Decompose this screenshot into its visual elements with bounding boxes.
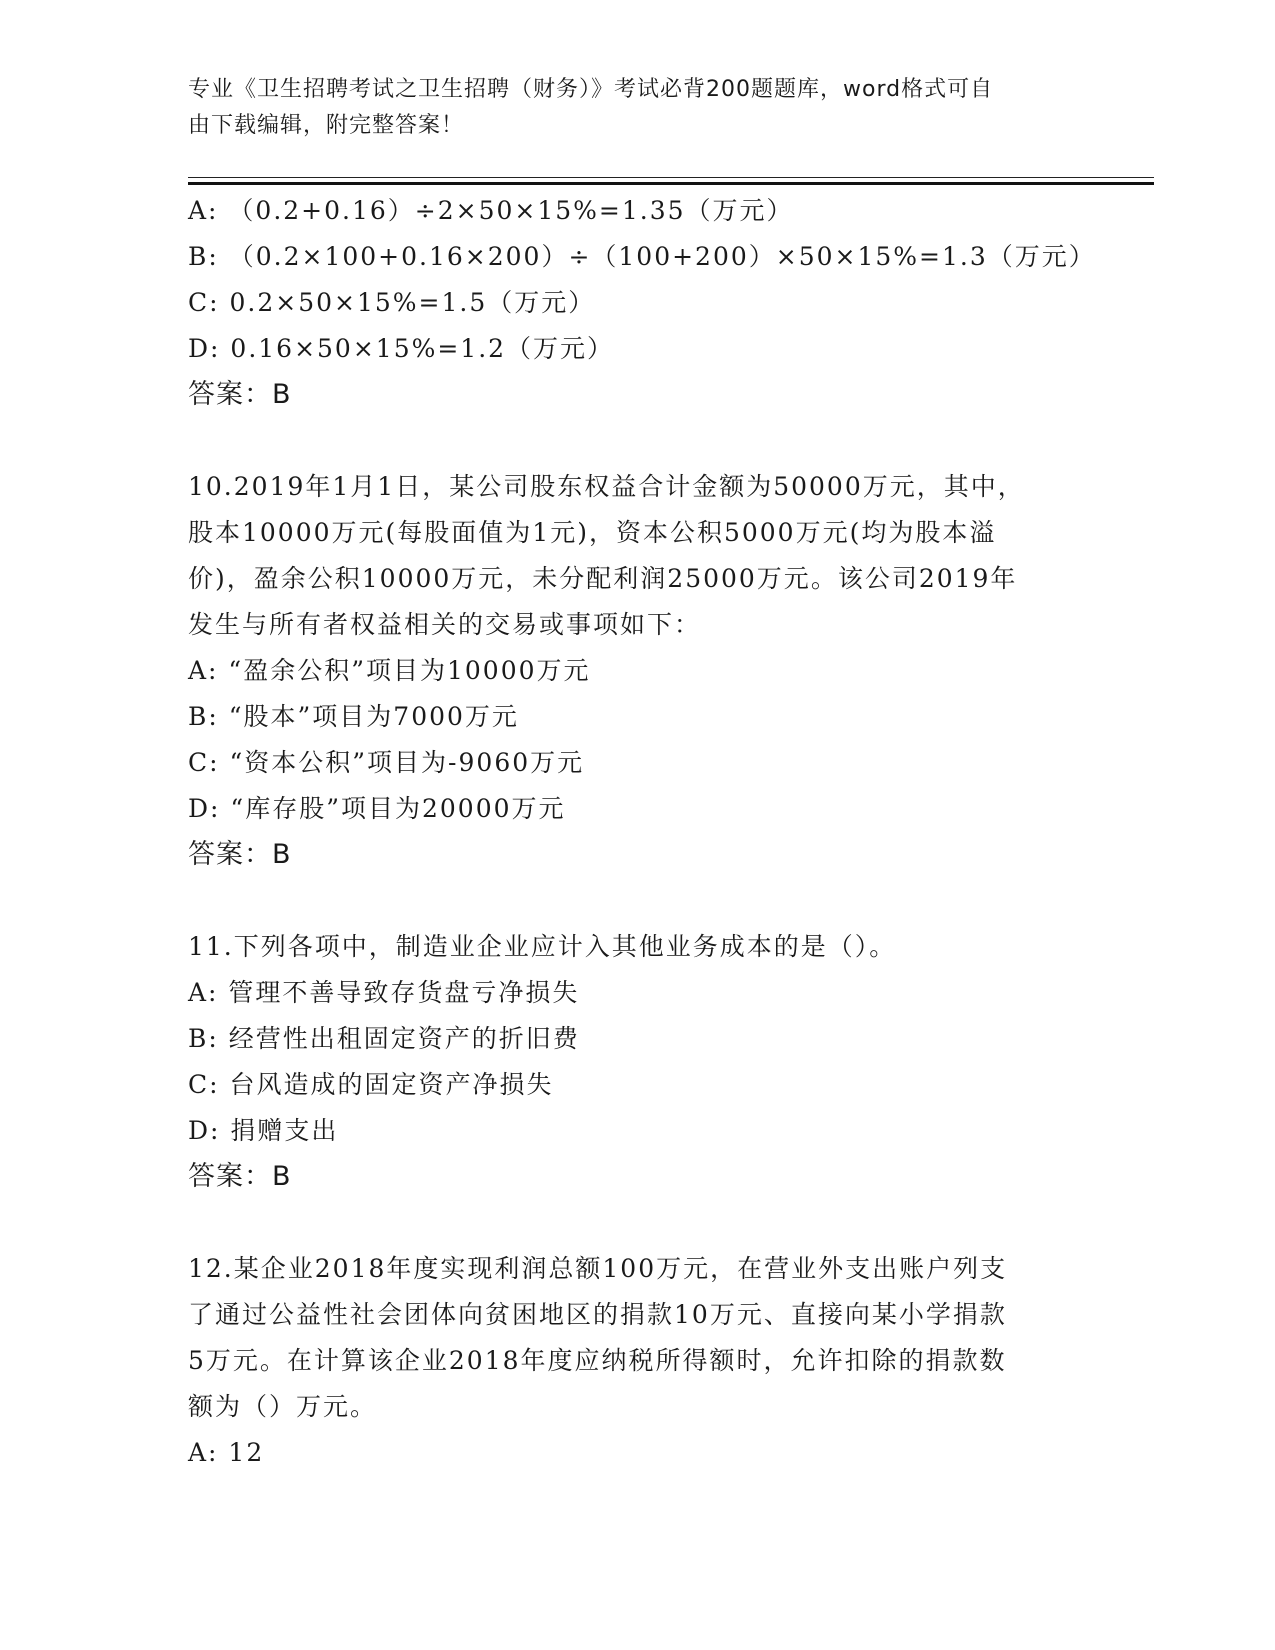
option-d: D: 0.16×50×15%=1.2（万元） <box>188 334 615 363</box>
question-text-line: 发生与所有者权益相关的交易或事项如下： <box>188 610 702 639</box>
question-11 <box>188 924 1088 1200</box>
document-header <box>188 72 1068 144</box>
question-text-line: 10.2019年1月1日，某公司股东权益合计金额为50000万元，其中， <box>188 472 1025 501</box>
spacer <box>188 418 1088 464</box>
option-a: A: 12 <box>188 1438 265 1467</box>
option-c: C: 0.2×50×15%=1.5（万元） <box>188 288 596 317</box>
question-text-line: 价)，盈余公积10000万元，未分配利润25000万元。该公司2019年 <box>188 564 1018 593</box>
question-12 <box>188 1246 1088 1476</box>
answer-line: 答案：B <box>188 379 292 410</box>
option-a: A: 管理不善导致存货盘亏净损失 <box>188 978 580 1007</box>
header-line-2: 由下载编辑，附完整答案！ <box>188 113 465 138</box>
question-text-line: 了通过公益性社会团体向贫困地区的捐款10万元、直接向某小学捐款 <box>188 1300 1007 1329</box>
header-rule-thin <box>188 177 1154 178</box>
option-d: D: “库存股”项目为20000万元 <box>188 794 566 823</box>
option-b: B: 经营性出租固定资产的折旧费 <box>188 1024 580 1053</box>
option-c: C: “资本公积”项目为-9060万元 <box>188 748 585 777</box>
header-line-1: 专业《卫生招聘考试之卫生招聘（财务）》考试必背200题题库，word格式可自 <box>188 77 994 102</box>
document-body <box>188 188 1096 1476</box>
header-rule-thick <box>188 182 1154 185</box>
option-b: B: “股本”项目为7000万元 <box>188 702 519 731</box>
question-continued <box>188 188 1096 418</box>
question-text-line: 12.某企业2018年度实现利润总额100万元，在营业外支出账户列支 <box>188 1254 1008 1283</box>
option-d: D: 捐赠支出 <box>188 1116 339 1145</box>
question-text-line: 股本10000万元(每股面值为1元)，资本公积5000万元(均为股本溢 <box>188 518 997 547</box>
question-text-line: 11.下列各项中，制造业企业应计入其他业务成本的是（）。 <box>188 932 897 961</box>
answer-line: 答案：B <box>188 1161 292 1192</box>
option-a: A: （0.2+0.16）÷2×50×15%=1.35（万元） <box>188 196 794 225</box>
option-b: B: （0.2×100+0.16×200）÷（100+200）×50×15%=1.3（万元） <box>188 242 1096 271</box>
question-10 <box>188 464 1088 878</box>
question-text-line: 额为（）万元。 <box>188 1392 378 1421</box>
option-a: A: “盈余公积”项目为10000万元 <box>188 656 591 685</box>
question-text-line: 5万元。在计算该企业2018年度应纳税所得额时，允许扣除的捐款数 <box>188 1346 1007 1375</box>
spacer <box>188 1200 1088 1246</box>
answer-line: 答案：B <box>188 839 292 870</box>
spacer <box>188 878 1088 924</box>
option-c: C: 台风造成的固定资产净损失 <box>188 1070 554 1099</box>
